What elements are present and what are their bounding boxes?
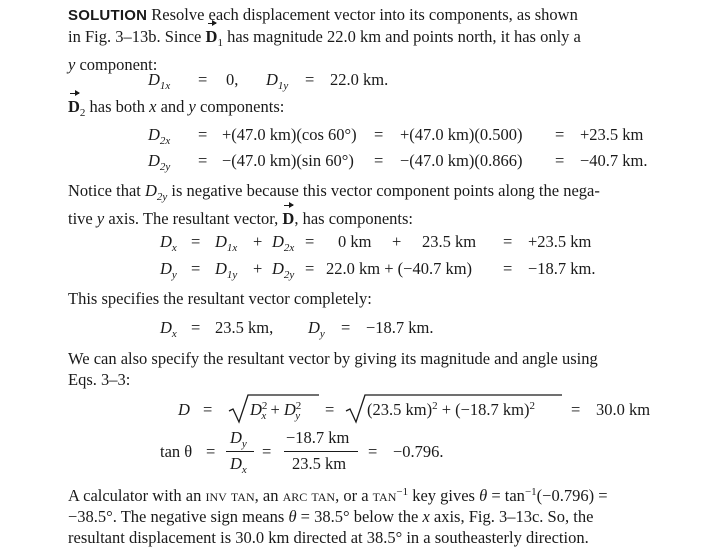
vector-symbol: D — [205, 27, 218, 46]
sqrt-content: (23.5 km)$^2$ + (−18.7 km)$^2$ — [367, 400, 536, 419]
eq-value: −18.7 km. — [366, 318, 434, 337]
sqrt-content: $D^2_x + D^2_y$ — [250, 400, 302, 422]
eq-sign: = — [203, 400, 213, 419]
fraction-numerator: $D_y$ — [230, 428, 247, 450]
fraction-denominator: $D_x$ — [230, 454, 247, 476]
eq-value: 0, — [226, 70, 239, 89]
solution-heading: SOLUTION — [68, 7, 148, 24]
eq-term: $D_{2y}$ — [148, 151, 171, 173]
magnitude-line-2: Eqs. 3–3: — [68, 370, 131, 389]
magnitude-paragraph — [68, 348, 663, 390]
eq-value: +(47.0 km)(cos 60°) — [222, 125, 357, 144]
eq-term: $D_{1x}$ — [148, 70, 171, 92]
key-name: tan — [372, 486, 397, 505]
magnitude-line-1: We can also specify the resultant vector by giving its magnitude and angle using — [68, 349, 598, 368]
eq-value: 22.0 km. — [330, 70, 389, 89]
eq-sign: = — [198, 70, 208, 89]
calculator-paragraph — [68, 482, 663, 548]
eq-sign: = — [555, 151, 565, 170]
subscript: 1 — [217, 37, 223, 49]
fraction-bar — [284, 451, 358, 452]
eq-sign: = — [341, 318, 351, 337]
specifies-paragraph: This specifies the resultant vector completely: — [68, 289, 372, 308]
equation-final-components — [0, 318, 728, 340]
eq-term: $D_{2x}$ — [148, 125, 171, 147]
key-name: arc tan — [282, 486, 336, 505]
eq-sign: = — [206, 442, 216, 461]
eq-result: −18.7 km. — [528, 259, 596, 278]
notice-paragraph — [68, 180, 663, 229]
text: has both — [89, 97, 146, 116]
eq-sign: = — [198, 125, 208, 144]
fraction-numerator: −18.7 km — [286, 428, 350, 447]
text: has magnitude 22.0 km and points north, it has only a — [227, 27, 581, 46]
text: components: — [200, 97, 285, 116]
calc-line-1: A calculator with an inv tan, an arc tan, or a $\tan^{-1}$ key gives $\theta = \tan^{-1}(-0.796)$ = — [68, 486, 608, 505]
equation-d2-components — [0, 125, 728, 173]
eq-result: −0.796. — [393, 442, 444, 461]
eq-term: $D_y$ — [308, 318, 325, 340]
eq-sign: + — [253, 259, 263, 278]
eq-sign: = — [571, 400, 581, 419]
eq-sign: = — [374, 151, 384, 170]
eq-term: $D_x$ — [160, 318, 177, 340]
eq-sign: = — [305, 259, 315, 278]
solution-line-2 — [68, 26, 663, 54]
eq-sign: = — [368, 442, 378, 461]
eq-sign: = — [503, 232, 513, 251]
solution-line-1 — [68, 4, 663, 26]
eq-term: $D_{2x}$ — [272, 232, 295, 254]
notice-line-2: tive y axis. The resultant vector, D, has components: — [68, 209, 414, 228]
notice-line-1: Notice that $D_{2y}$ is negative because this vector component points along the nega- — [68, 181, 600, 203]
eq-term: tan θ — [160, 442, 193, 461]
eq-sign: = — [555, 125, 565, 144]
eq-term: $D_{2y}$ — [272, 259, 295, 281]
subscript: 2 — [79, 107, 86, 119]
eq-sign: = — [198, 151, 208, 170]
variable: y — [188, 97, 196, 116]
vector-symbol: D — [282, 209, 295, 228]
eq-value: 0 km — [338, 232, 372, 251]
eq-term: $D_x$ — [160, 232, 177, 254]
text: Resolve each displacement vector into its components, as shown — [151, 5, 578, 24]
variable: x — [149, 97, 157, 116]
equation-magnitude — [0, 392, 728, 426]
eq-sign: = — [305, 70, 315, 89]
eq-sign: = — [191, 232, 201, 251]
equation-d1-components — [0, 70, 728, 92]
eq-result: +23.5 km — [528, 232, 592, 251]
eq-value: 23.5 km — [422, 232, 477, 251]
eq-sign: = — [305, 232, 315, 251]
d2-intro — [68, 96, 663, 124]
eq-sign: + — [253, 232, 263, 251]
equation-resultant-components — [0, 232, 728, 282]
text: in Fig. 3–13b. Since — [68, 27, 202, 46]
fraction-bar — [226, 451, 254, 452]
eq-value: −(47.0 km)(0.866) — [400, 151, 523, 170]
eq-value: 22.0 km + (−40.7 km) — [326, 259, 473, 278]
text: and — [160, 97, 185, 116]
vector-symbol: D — [68, 97, 80, 116]
fraction-denominator: 23.5 km — [292, 454, 347, 473]
eq-result: 30.0 km — [596, 400, 651, 419]
solution-paragraph — [68, 4, 663, 75]
eq-sign: = — [262, 442, 272, 461]
eq-sign: = — [325, 400, 335, 419]
eq-result: −40.7 km. — [580, 151, 648, 170]
eq-result: +23.5 km — [580, 125, 644, 144]
calc-line-2: −38.5°. The negative sign means θ = 38.5° below the x axis, Fig. 3–13c. So, the — [68, 507, 594, 526]
eq-value: −(47.0 km)(sin 60°) — [222, 151, 354, 170]
eq-term: $D_{1y}$ — [266, 70, 289, 92]
eq-sign: = — [191, 259, 201, 278]
eq-term: $D_{1y}$ — [215, 259, 238, 281]
eq-sign: = — [374, 125, 384, 144]
variable: y — [68, 55, 76, 74]
eq-sign: = — [503, 259, 513, 278]
eq-term: D — [178, 400, 190, 419]
eq-value: +(47.0 km)(0.500) — [400, 125, 523, 144]
eq-term: $D_y$ — [160, 259, 177, 281]
text: component: — [79, 55, 158, 74]
calc-line-3: resultant displacement is 30.0 km directed at 38.5° in a southeasterly direction. — [68, 528, 589, 547]
eq-term: $D_{1x}$ — [215, 232, 238, 254]
equation-tan-theta — [0, 428, 728, 474]
eq-value: 23.5 km, — [215, 318, 274, 337]
key-name: inv tan — [205, 486, 255, 505]
eq-sign: + — [392, 232, 402, 251]
eq-sign: = — [191, 318, 201, 337]
